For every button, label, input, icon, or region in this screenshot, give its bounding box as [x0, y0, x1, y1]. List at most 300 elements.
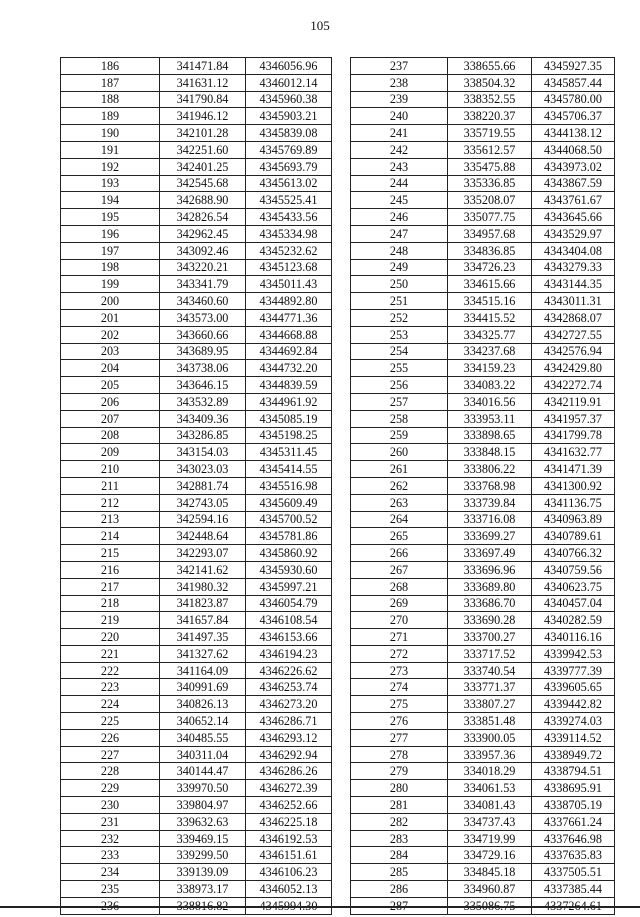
point-number-cell: 222 [61, 662, 160, 679]
y-coordinate-cell: 4344961.92 [246, 393, 332, 410]
x-coordinate-cell: 334845.18 [448, 864, 532, 881]
x-coordinate-cell: 340826.13 [160, 696, 246, 713]
table-row [351, 242, 615, 259]
table-row [61, 108, 332, 125]
y-coordinate-cell: 4342429.80 [532, 360, 615, 377]
x-coordinate-cell: 334726.23 [448, 259, 532, 276]
x-coordinate-cell: 334325.77 [448, 326, 532, 343]
table-row [351, 158, 615, 175]
x-coordinate-cell: 333689.80 [448, 578, 532, 595]
y-coordinate-cell: 4338695.91 [532, 780, 615, 797]
y-coordinate-cell: 4345927.35 [532, 58, 615, 75]
point-number-cell: 250 [351, 276, 448, 293]
point-number-cell: 189 [61, 108, 160, 125]
point-number-cell: 246 [351, 209, 448, 226]
table-row [61, 662, 332, 679]
x-coordinate-cell: 333898.65 [448, 427, 532, 444]
table-row [351, 74, 615, 91]
x-coordinate-cell: 334836.85 [448, 242, 532, 259]
x-coordinate-cell: 339970.50 [160, 780, 246, 797]
y-coordinate-cell: 4346192.53 [246, 830, 332, 847]
x-coordinate-cell: 342881.74 [160, 477, 246, 494]
x-coordinate-cell: 334159.23 [448, 360, 532, 377]
point-number-cell: 197 [61, 242, 160, 259]
point-number-cell: 284 [351, 847, 448, 864]
point-number-cell: 195 [61, 209, 160, 226]
point-number-cell: 193 [61, 175, 160, 192]
x-coordinate-cell: 342293.07 [160, 545, 246, 562]
table-row [61, 309, 332, 326]
table-row [61, 881, 332, 898]
x-coordinate-cell: 333690.28 [448, 612, 532, 629]
table-row [61, 259, 332, 276]
y-coordinate-cell: 4342727.55 [532, 326, 615, 343]
y-coordinate-cell: 4346151.61 [246, 847, 332, 864]
table-row [351, 696, 615, 713]
y-coordinate-cell: 4345706.37 [532, 108, 615, 125]
table-row [351, 58, 615, 75]
point-number-cell: 281 [351, 797, 448, 814]
y-coordinate-cell: 4344668.88 [246, 326, 332, 343]
y-coordinate-cell: 4346225.18 [246, 813, 332, 830]
x-coordinate-cell: 333699.27 [448, 528, 532, 545]
point-number-cell: 283 [351, 830, 448, 847]
y-coordinate-cell: 4345311.45 [246, 444, 332, 461]
point-number-cell: 198 [61, 259, 160, 276]
y-coordinate-cell: 4342868.07 [532, 309, 615, 326]
y-coordinate-cell: 4343404.08 [532, 242, 615, 259]
x-coordinate-cell: 342594.16 [160, 511, 246, 528]
x-coordinate-cell: 334737.43 [448, 813, 532, 830]
table-row [61, 461, 332, 478]
x-coordinate-cell: 342101.28 [160, 125, 246, 142]
point-number-cell: 199 [61, 276, 160, 293]
table-row [351, 528, 615, 545]
point-number-cell: 279 [351, 763, 448, 780]
table-row [61, 813, 332, 830]
x-coordinate-cell: 333807.27 [448, 696, 532, 713]
table-row [351, 410, 615, 427]
x-coordinate-cell: 333697.49 [448, 545, 532, 562]
y-coordinate-cell: 4346252.66 [246, 797, 332, 814]
table-row [61, 578, 332, 595]
point-number-cell: 255 [351, 360, 448, 377]
x-coordinate-cell: 343286.85 [160, 427, 246, 444]
x-coordinate-cell: 341471.84 [160, 58, 246, 75]
point-number-cell: 259 [351, 427, 448, 444]
y-coordinate-cell: 4341471.39 [532, 461, 615, 478]
y-coordinate-cell: 4343645.66 [532, 209, 615, 226]
y-coordinate-cell: 4346194.23 [246, 645, 332, 662]
table-row [61, 360, 332, 377]
point-number-cell: 233 [61, 847, 160, 864]
point-number-cell: 221 [61, 645, 160, 662]
point-number-cell: 285 [351, 864, 448, 881]
table-row [61, 393, 332, 410]
y-coordinate-cell: 4345960.38 [246, 91, 332, 108]
table-row [61, 242, 332, 259]
table-row [351, 561, 615, 578]
x-coordinate-cell: 339804.97 [160, 797, 246, 814]
y-coordinate-cell: 4341136.75 [532, 494, 615, 511]
x-coordinate-cell: 338504.32 [448, 74, 532, 91]
point-number-cell: 278 [351, 746, 448, 763]
y-coordinate-cell: 4346108.54 [246, 612, 332, 629]
table-row [351, 494, 615, 511]
table-row [61, 326, 332, 343]
table-row [61, 797, 332, 814]
x-coordinate-cell: 343532.89 [160, 393, 246, 410]
x-coordinate-cell: 341164.09 [160, 662, 246, 679]
x-coordinate-cell: 334729.16 [448, 847, 532, 864]
x-coordinate-cell: 334719.99 [448, 830, 532, 847]
y-coordinate-cell: 4346253.74 [246, 679, 332, 696]
x-coordinate-cell: 339299.50 [160, 847, 246, 864]
table-row [61, 293, 332, 310]
x-coordinate-cell: 343023.03 [160, 461, 246, 478]
table-row [61, 645, 332, 662]
x-coordinate-cell: 342962.45 [160, 225, 246, 242]
point-number-cell: 190 [61, 125, 160, 142]
point-number-cell: 232 [61, 830, 160, 847]
point-number-cell: 234 [61, 864, 160, 881]
x-coordinate-cell: 333700.27 [448, 629, 532, 646]
point-number-cell: 257 [351, 393, 448, 410]
point-number-cell: 192 [61, 158, 160, 175]
y-coordinate-cell: 4345334.98 [246, 225, 332, 242]
y-coordinate-cell: 4340116.16 [532, 629, 615, 646]
point-number-cell: 229 [61, 780, 160, 797]
table-row [351, 645, 615, 662]
y-coordinate-cell: 4343144.35 [532, 276, 615, 293]
point-number-cell: 203 [61, 343, 160, 360]
table-row [61, 595, 332, 612]
point-number-cell: 260 [351, 444, 448, 461]
y-coordinate-cell: 4338794.51 [532, 763, 615, 780]
y-coordinate-cell: 4339274.03 [532, 713, 615, 730]
point-number-cell: 219 [61, 612, 160, 629]
x-coordinate-cell: 338220.37 [448, 108, 532, 125]
table-row [351, 309, 615, 326]
point-number-cell: 286 [351, 881, 448, 898]
point-number-cell: 204 [61, 360, 160, 377]
y-coordinate-cell: 4339942.53 [532, 645, 615, 662]
x-coordinate-cell: 335719.55 [448, 125, 532, 142]
y-coordinate-cell: 4340623.75 [532, 578, 615, 595]
table-row [61, 427, 332, 444]
y-coordinate-cell: 4346056.96 [246, 58, 332, 75]
point-number-cell: 243 [351, 158, 448, 175]
y-coordinate-cell: 4345123.68 [246, 259, 332, 276]
table-row [61, 58, 332, 75]
y-coordinate-cell: 4345700.52 [246, 511, 332, 528]
x-coordinate-cell: 334515.16 [448, 293, 532, 310]
point-number-cell: 228 [61, 763, 160, 780]
y-coordinate-cell: 4345516.98 [246, 477, 332, 494]
x-coordinate-cell: 343646.15 [160, 377, 246, 394]
y-coordinate-cell: 4342272.74 [532, 377, 615, 394]
x-coordinate-cell: 340991.69 [160, 679, 246, 696]
table-row [61, 612, 332, 629]
y-coordinate-cell: 4340963.89 [532, 511, 615, 528]
x-coordinate-cell: 333806.22 [448, 461, 532, 478]
y-coordinate-cell: 4344771.36 [246, 309, 332, 326]
x-coordinate-cell: 342401.25 [160, 158, 246, 175]
y-coordinate-cell: 4341632.77 [532, 444, 615, 461]
y-coordinate-cell: 4345839.08 [246, 125, 332, 142]
point-number-cell: 196 [61, 225, 160, 242]
y-coordinate-cell: 4339114.52 [532, 729, 615, 746]
x-coordinate-cell: 334960.87 [448, 881, 532, 898]
point-number-cell: 238 [351, 74, 448, 91]
y-coordinate-cell: 4343973.02 [532, 158, 615, 175]
table-row [351, 326, 615, 343]
point-number-cell: 215 [61, 545, 160, 562]
table-row [351, 595, 615, 612]
x-coordinate-cell: 335208.07 [448, 192, 532, 209]
y-coordinate-cell: 4346153.66 [246, 629, 332, 646]
table-row [61, 830, 332, 847]
page-number: 105 [310, 18, 330, 33]
point-number-cell: 208 [61, 427, 160, 444]
table-row [351, 91, 615, 108]
point-number-cell: 280 [351, 780, 448, 797]
y-coordinate-cell: 4345609.49 [246, 494, 332, 511]
table-row [351, 141, 615, 158]
x-coordinate-cell: 340652.14 [160, 713, 246, 730]
table-row [351, 813, 615, 830]
point-number-cell: 256 [351, 377, 448, 394]
point-number-cell: 282 [351, 813, 448, 830]
y-coordinate-cell: 4345930.60 [246, 561, 332, 578]
y-coordinate-cell: 4340759.56 [532, 561, 615, 578]
x-coordinate-cell: 334081.43 [448, 797, 532, 814]
x-coordinate-cell: 343409.36 [160, 410, 246, 427]
table-row [61, 209, 332, 226]
y-coordinate-cell: 4343529.97 [532, 225, 615, 242]
table-row [61, 561, 332, 578]
x-coordinate-cell: 343738.06 [160, 360, 246, 377]
point-number-cell: 223 [61, 679, 160, 696]
table-row [61, 864, 332, 881]
point-number-cell: 262 [351, 477, 448, 494]
x-coordinate-cell: 333717.52 [448, 645, 532, 662]
y-coordinate-cell: 4346226.62 [246, 662, 332, 679]
x-coordinate-cell: 342545.68 [160, 175, 246, 192]
x-coordinate-cell: 339469.15 [160, 830, 246, 847]
table-row [61, 343, 332, 360]
table-row [351, 830, 615, 847]
y-coordinate-cell: 4341957.37 [532, 410, 615, 427]
point-number-cell: 212 [61, 494, 160, 511]
table-row [351, 259, 615, 276]
y-coordinate-cell: 4345693.79 [246, 158, 332, 175]
y-coordinate-cell: 4340789.61 [532, 528, 615, 545]
point-number-cell: 226 [61, 729, 160, 746]
point-number-cell: 187 [61, 74, 160, 91]
table-row [61, 141, 332, 158]
x-coordinate-cell: 341631.12 [160, 74, 246, 91]
x-coordinate-cell: 333851.48 [448, 713, 532, 730]
point-number-cell: 269 [351, 595, 448, 612]
y-coordinate-cell: 4346273.20 [246, 696, 332, 713]
table-row [351, 881, 615, 898]
point-number-cell: 271 [351, 629, 448, 646]
table-row [351, 125, 615, 142]
table-row [61, 276, 332, 293]
table-row [61, 629, 332, 646]
x-coordinate-cell: 343689.95 [160, 343, 246, 360]
point-number-cell: 230 [61, 797, 160, 814]
point-number-cell: 231 [61, 813, 160, 830]
x-coordinate-cell: 343460.60 [160, 293, 246, 310]
x-coordinate-cell: 342448.64 [160, 528, 246, 545]
x-coordinate-cell: 334083.22 [448, 377, 532, 394]
table-row [351, 293, 615, 310]
x-coordinate-cell: 335475.88 [448, 158, 532, 175]
table-row [61, 494, 332, 511]
table-row [351, 360, 615, 377]
y-coordinate-cell: 4344839.59 [246, 377, 332, 394]
x-coordinate-cell: 343660.66 [160, 326, 246, 343]
x-coordinate-cell: 333848.15 [448, 444, 532, 461]
table-row [351, 763, 615, 780]
table-row [351, 108, 615, 125]
table-row [61, 410, 332, 427]
point-number-cell: 267 [351, 561, 448, 578]
point-number-cell: 254 [351, 343, 448, 360]
x-coordinate-cell: 340144.47 [160, 763, 246, 780]
point-number-cell: 220 [61, 629, 160, 646]
table-row [351, 276, 615, 293]
x-coordinate-cell: 334061.53 [448, 780, 532, 797]
table-row [61, 713, 332, 730]
y-coordinate-cell: 4344138.12 [532, 125, 615, 142]
table-row [351, 679, 615, 696]
point-number-cell: 237 [351, 58, 448, 75]
point-number-cell: 210 [61, 461, 160, 478]
x-coordinate-cell: 342251.60 [160, 141, 246, 158]
y-coordinate-cell: 4344692.84 [246, 343, 332, 360]
y-coordinate-cell: 4344732.20 [246, 360, 332, 377]
table-row [61, 377, 332, 394]
y-coordinate-cell: 4340282.59 [532, 612, 615, 629]
x-coordinate-cell: 338973.17 [160, 881, 246, 898]
x-coordinate-cell: 341823.87 [160, 595, 246, 612]
table-row [61, 780, 332, 797]
x-coordinate-cell: 341657.84 [160, 612, 246, 629]
y-coordinate-cell: 4345198.25 [246, 427, 332, 444]
point-number-cell: 241 [351, 125, 448, 142]
point-number-cell: 277 [351, 729, 448, 746]
x-coordinate-cell: 343154.03 [160, 444, 246, 461]
table-row [351, 511, 615, 528]
y-coordinate-cell: 4339605.65 [532, 679, 615, 696]
table-row [351, 461, 615, 478]
point-number-cell: 239 [351, 91, 448, 108]
y-coordinate-cell: 4345781.86 [246, 528, 332, 545]
y-coordinate-cell: 4346292.94 [246, 746, 332, 763]
point-number-cell: 245 [351, 192, 448, 209]
y-coordinate-cell: 4337661.24 [532, 813, 615, 830]
table-row [351, 209, 615, 226]
y-coordinate-cell: 4338949.72 [532, 746, 615, 763]
y-coordinate-cell: 4337505.51 [532, 864, 615, 881]
table-row [351, 662, 615, 679]
point-number-cell: 253 [351, 326, 448, 343]
x-coordinate-cell: 334957.68 [448, 225, 532, 242]
point-number-cell: 261 [351, 461, 448, 478]
table-row [351, 746, 615, 763]
table-row [351, 847, 615, 864]
x-coordinate-cell: 333957.36 [448, 746, 532, 763]
y-coordinate-cell: 4345857.44 [532, 74, 615, 91]
x-coordinate-cell: 343220.21 [160, 259, 246, 276]
point-number-cell: 247 [351, 225, 448, 242]
y-coordinate-cell: 4345525.41 [246, 192, 332, 209]
table-row [351, 427, 615, 444]
point-number-cell: 211 [61, 477, 160, 494]
y-coordinate-cell: 4344892.80 [246, 293, 332, 310]
y-coordinate-cell: 4346012.14 [246, 74, 332, 91]
table-row [351, 780, 615, 797]
y-coordinate-cell: 4345860.92 [246, 545, 332, 562]
point-number-cell: 201 [61, 309, 160, 326]
point-number-cell: 225 [61, 713, 160, 730]
y-coordinate-cell: 4342576.94 [532, 343, 615, 360]
y-coordinate-cell: 4345997.21 [246, 578, 332, 595]
point-number-cell: 227 [61, 746, 160, 763]
x-coordinate-cell: 342826.54 [160, 209, 246, 226]
point-number-cell: 276 [351, 713, 448, 730]
y-coordinate-cell: 4345903.21 [246, 108, 332, 125]
table-row [351, 477, 615, 494]
table-row [61, 158, 332, 175]
y-coordinate-cell: 4345433.56 [246, 209, 332, 226]
point-number-cell: 224 [61, 696, 160, 713]
y-coordinate-cell: 4338705.19 [532, 797, 615, 814]
x-coordinate-cell: 343573.00 [160, 309, 246, 326]
table-row [351, 225, 615, 242]
x-coordinate-cell: 335336.85 [448, 175, 532, 192]
table-row [61, 511, 332, 528]
point-number-cell: 244 [351, 175, 448, 192]
y-coordinate-cell: 4339777.39 [532, 662, 615, 679]
point-number-cell: 248 [351, 242, 448, 259]
y-coordinate-cell: 4345780.00 [532, 91, 615, 108]
table-row [61, 729, 332, 746]
table-row [61, 528, 332, 545]
x-coordinate-cell: 333686.70 [448, 595, 532, 612]
x-coordinate-cell: 340311.04 [160, 746, 246, 763]
point-number-cell: 268 [351, 578, 448, 595]
table-row [61, 225, 332, 242]
x-coordinate-cell: 341980.32 [160, 578, 246, 595]
table-row [351, 192, 615, 209]
x-coordinate-cell: 333696.96 [448, 561, 532, 578]
point-number-cell: 206 [61, 393, 160, 410]
y-coordinate-cell: 4343011.31 [532, 293, 615, 310]
x-coordinate-cell: 343341.79 [160, 276, 246, 293]
point-number-cell: 216 [61, 561, 160, 578]
table-row [61, 763, 332, 780]
y-coordinate-cell: 4346293.12 [246, 729, 332, 746]
point-number-cell: 200 [61, 293, 160, 310]
y-coordinate-cell: 4345085.19 [246, 410, 332, 427]
table-row [351, 797, 615, 814]
y-coordinate-cell: 4343867.59 [532, 175, 615, 192]
x-coordinate-cell: 342743.05 [160, 494, 246, 511]
